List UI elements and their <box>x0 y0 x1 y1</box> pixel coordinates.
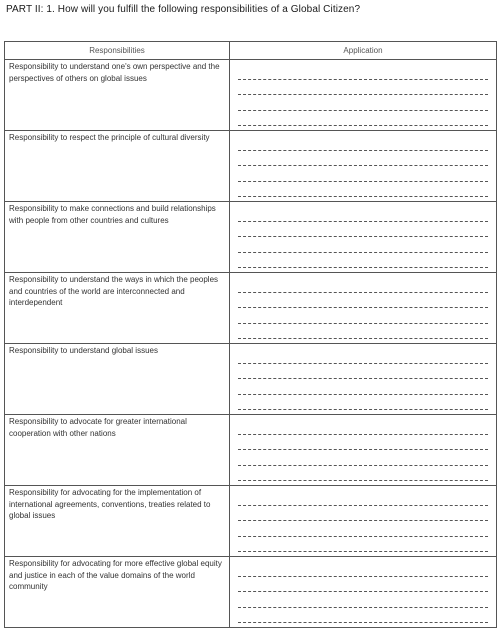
table-row <box>5 202 497 273</box>
answer-line[interactable] <box>238 565 488 581</box>
table-row <box>5 131 497 202</box>
answer-line[interactable] <box>238 297 488 313</box>
answer-line[interactable] <box>238 226 488 242</box>
answer-line[interactable] <box>238 581 488 597</box>
answer-line[interactable] <box>238 241 488 257</box>
answer-lines[interactable] <box>230 273 496 343</box>
answer-line[interactable] <box>238 99 488 115</box>
header-responsibilities: Responsibilities <box>5 42 230 60</box>
responsibility-cell: Responsibility for advocating for the implementation of international agreements, conventions, treaties related to global issues <box>5 486 230 557</box>
answer-line[interactable] <box>238 454 488 470</box>
answer-line[interactable] <box>238 170 488 186</box>
answer-line[interactable] <box>238 494 488 510</box>
page-title: PART II: 1. How will you fulfill the following responsibilities of a Global Citizen? <box>6 4 361 15</box>
answer-line[interactable] <box>238 115 488 131</box>
header-application: Application <box>230 42 497 60</box>
application-cell[interactable] <box>230 557 497 628</box>
application-cell[interactable] <box>230 344 497 415</box>
application-cell[interactable] <box>230 415 497 486</box>
responsibilities-table <box>4 41 497 628</box>
answer-line[interactable] <box>238 281 488 297</box>
answer-line[interactable] <box>238 352 488 368</box>
answer-line[interactable] <box>238 368 488 384</box>
answer-line[interactable] <box>238 423 488 439</box>
answer-line[interactable] <box>238 68 488 84</box>
table-header-row <box>5 42 497 60</box>
application-cell[interactable] <box>230 273 497 344</box>
responsibility-cell: Responsibility to understand the ways in which the peoples and countries of the world are interconnected and interdependent <box>5 273 230 344</box>
answer-line[interactable] <box>238 328 488 344</box>
answer-line[interactable] <box>238 439 488 455</box>
responsibility-cell: Responsibility to understand global issues <box>5 344 230 415</box>
answer-lines[interactable] <box>230 202 496 272</box>
table-row <box>5 415 497 486</box>
answer-line[interactable] <box>238 257 488 273</box>
responsibility-cell: Responsibility to make connections and build relationships with people from other countries and cultures <box>5 202 230 273</box>
answer-lines[interactable] <box>230 486 496 556</box>
answer-line[interactable] <box>238 312 488 328</box>
answer-lines[interactable] <box>230 131 496 201</box>
table-row <box>5 557 497 628</box>
answer-line[interactable] <box>238 541 488 557</box>
answer-line[interactable] <box>238 84 488 100</box>
answer-lines[interactable] <box>230 60 496 130</box>
answer-lines[interactable] <box>230 557 496 627</box>
application-cell[interactable] <box>230 486 497 557</box>
answer-lines[interactable] <box>230 415 496 485</box>
responsibility-cell: Responsibility to advocate for greater international cooperation with other nations <box>5 415 230 486</box>
answer-line[interactable] <box>238 596 488 612</box>
table-row <box>5 273 497 344</box>
answer-line[interactable] <box>238 510 488 526</box>
answer-line[interactable] <box>238 399 488 415</box>
answer-line[interactable] <box>238 383 488 399</box>
answer-line[interactable] <box>238 612 488 628</box>
answer-line[interactable] <box>238 139 488 155</box>
responsibility-cell: Responsibility to understand one's own perspective and the perspectives of others on global issues <box>5 60 230 131</box>
responsibility-cell: Responsibility to respect the principle of cultural diversity <box>5 131 230 202</box>
application-cell[interactable] <box>230 60 497 131</box>
answer-line[interactable] <box>238 186 488 202</box>
answer-lines[interactable] <box>230 344 496 414</box>
answer-line[interactable] <box>238 155 488 171</box>
application-cell[interactable] <box>230 202 497 273</box>
application-cell[interactable] <box>230 131 497 202</box>
answer-line[interactable] <box>238 525 488 541</box>
responsibility-cell: Responsibility for advocating for more effective global equity and justice in each of the value domains of the world community <box>5 557 230 628</box>
table-row <box>5 60 497 131</box>
table-row <box>5 486 497 557</box>
answer-line[interactable] <box>238 470 488 486</box>
table-row <box>5 344 497 415</box>
answer-line[interactable] <box>238 210 488 226</box>
